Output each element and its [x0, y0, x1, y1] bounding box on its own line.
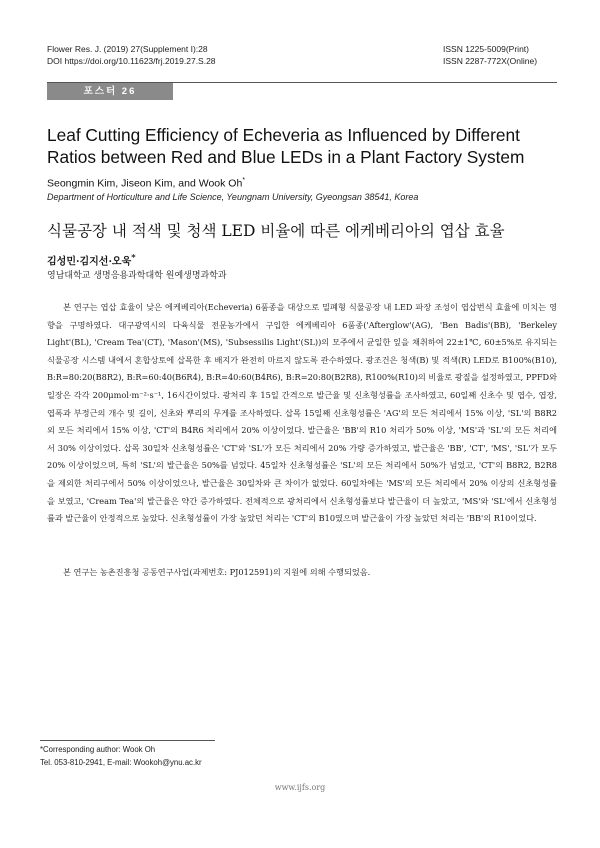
acknowledgment: 본 연구는 농촌진흥청 공동연구사업(과제번호: PJ012591)의 지원에 의해 수행되었음.	[63, 567, 371, 577]
korean-authors	[47, 252, 136, 267]
paper-title-line-1: Leaf Cutting Efficiency of Echeveria as Influenced by Different	[47, 125, 520, 145]
footnote-rule	[40, 740, 215, 741]
journal-header	[47, 43, 216, 67]
issn-online: ISSN 2287-772X(Online)	[443, 56, 538, 66]
poster-tag: 포스터 26	[47, 83, 173, 100]
author-list: Seongmin Kim, Jiseon Kim, and Wook Oh	[47, 177, 243, 190]
issn-header	[443, 43, 537, 67]
issn-print: ISSN 1225-5009(Print)	[443, 44, 529, 54]
paper-title	[47, 124, 567, 168]
abstract	[47, 299, 557, 528]
korean-affiliation: 영남대학교 생명응용과학대학 원예생명과학과	[47, 271, 227, 281]
korean-corresponding-mark: *	[131, 252, 136, 262]
korean-author-list: 김성민·김지선·오욱	[47, 256, 132, 268]
contact-note: Tel. 053-810-2941, E-mail: Wookoh@ynu.ac.kr	[40, 758, 202, 767]
footer-url[interactable]: www.ijfs.org	[274, 783, 326, 792]
journal-citation: Flower Res. J. (2019) 27(Supplement I):28	[47, 44, 208, 54]
korean-title: 식물공장 내 적색 및 청색 LED 비율에 따른 에케베리아의 엽삽 효율	[47, 222, 505, 240]
abstract-text: 본 연구는 엽삽 효율이 낮은 에케베리아(Echeveria) 6품종을 대상으로 밀폐형 식물공장 내 LED 파장 조성이 엽삽번식 효율에 미치는 영향을 구명하였다. 대구광역시의 다육식물 전문농가에서 구입한 에케베리아 6품종('Afterglow'(AG), 'Ben Badis'(BB), 'Berkeley Light'(BL), 'Cream Tea'(CT), 'Mason'(MS), 'Subsessilis Light'(SL))의 모주에서 균일한 잎을 채취하여 22±1℃, 60±5%로 유지되는 식물공장 시스템 내에서 혼합상토에 삽목한 후 배지가 완전히 마르지 않도록 관수하였다. 광조건은 청색(B) 및 적색(R) LED로 B100%(B10), B:R=80:20(B8R2), B:R=60:40(B6R4), B:R=40:60(B4R6), B:R=20:80(B2R8), R100%(R10)의 비율로 광질을 설정하였고, PPFD와 일장은 각각 200μmol·m⁻²·s⁻¹, 16시간이었다. 광처리 후 15일 간격으로 발근율 및 신초형성률을 조사하였고, 60일째 신초수 및 엽수, 엽장, 엽폭과 부정근의 개수 및 길이, 신초와 뿌리의 무게를 조사하였다. 삽목 15일째 신초형성률은 'AG'의 모든 처리에서 15% 이상, 'SL'의 B8R2 외 모든 처리에서 15% 이상, 'CT'의 B4R6 처리에서 20% 이상이었다. 발근율은 'BB'의 R10 처리가 50% 이상, 'MS'과 'SL'의 모든 처리에서 30% 이상이었다. 삽목 30일차 신초형성률은 'CT'와 'SL'가 모든 처리에서 20% 가량 증가하였고, 발근율은 'BB', 'CT', 'MS', 'SL'가 모두 20% 이상이었으며, 특히 'SL'의 발근율은 50%를 넘었다. 45일차 신초형성률은 'SL'의 모든 처리에서 50%가 넘었고, 'CT'의 B8R2, B2R8을 제외한 처리구에서 50% 이상이었으나, 발근율은 30일차와 큰 차이가 없었다. 60일차에는 'MS'의 모든 처리에서 20% 이상의 신초형성률을 보였고, 'Cream Tea'의 발근율은 약간 증가하였다. 전체적으로 광처리에서 신초형성률보다 발근율이 더 높았고, 'MS'와 'SL'에서 신초형성률과 발근율이 안정적으로 높았다. 신초형성률이 가장 높았던 처리는 'CT'의 B10였으며 발근율이 가장 높았던 처리는 'BB'의 R10이었다.	[47, 302, 557, 524]
corresponding-mark: *	[242, 177, 246, 184]
affiliation: Department of Horticulture and Life Science, Yeungnam University, Gyeongsan 38541, Korea	[47, 192, 419, 202]
paper-title-line-2: Ratios between Red and Blue LEDs in a Plant Factory System	[47, 147, 525, 167]
doi-link[interactable]: DOI https://doi.org/10.11623/frj.2019.27.S.28	[47, 56, 216, 66]
authors	[47, 177, 245, 190]
corresponding-author-note: *Corresponding author: Wook Oh	[40, 745, 156, 754]
